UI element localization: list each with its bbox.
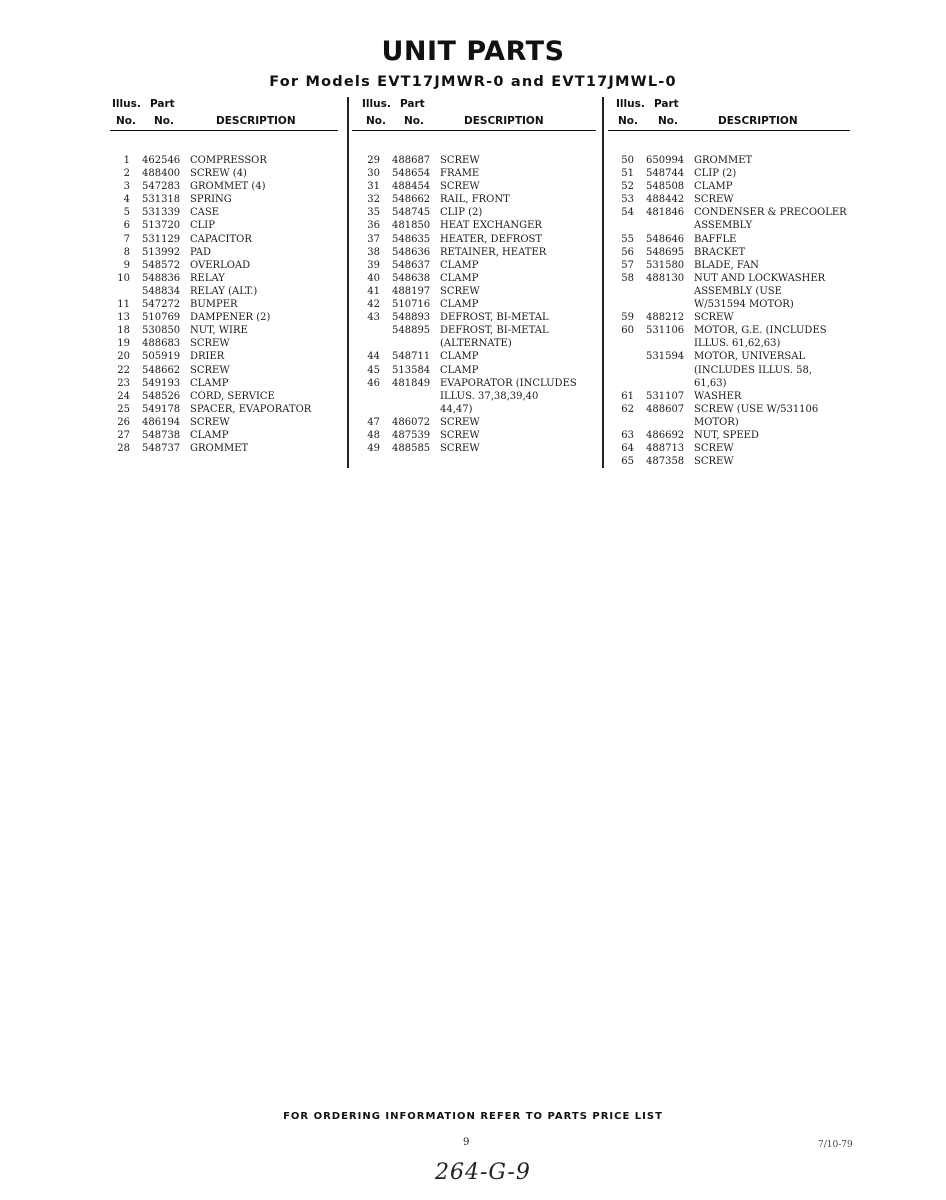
illus-number: 55	[621, 233, 634, 245]
part-description: BRACKET	[694, 246, 746, 258]
part-description: SCREW	[694, 194, 734, 206]
illus-number: 6	[123, 220, 130, 232]
part-description: RAIL, FRONT	[440, 194, 510, 206]
part-number: 548646	[646, 233, 685, 245]
illus-number: 53	[621, 194, 634, 206]
illus-number: 64	[621, 443, 634, 455]
part-description: SCREW	[694, 456, 734, 468]
part-number: 510716	[392, 299, 431, 311]
header-rule	[110, 130, 338, 131]
illus-number: 42	[367, 299, 380, 311]
part-number: 488130	[646, 272, 685, 284]
illus-number: 45	[367, 364, 380, 376]
part-description: DAMPENER (2)	[190, 312, 271, 324]
ordering-footer: FOR ORDERING INFORMATION REFER TO PARTS PRICE LIST	[283, 1111, 663, 1122]
illus-number: 11	[117, 299, 130, 311]
part-number: 486194	[142, 416, 181, 428]
illus-number: 40	[367, 272, 380, 284]
illus-number: 43	[367, 312, 380, 324]
part-number: 548737	[142, 443, 181, 455]
header-description: DESCRIPTION	[216, 115, 296, 127]
part-number: 481850	[392, 220, 431, 232]
illus-number: 29	[367, 155, 380, 166]
part-description: MOTOR)	[694, 416, 739, 428]
illus-number: 41	[367, 285, 380, 297]
illus-number: 47	[367, 416, 380, 428]
part-description: NUT, WIRE	[190, 325, 248, 337]
part-number: 548526	[142, 390, 181, 402]
part-number: 548572	[142, 259, 181, 271]
illus-number: 4	[123, 194, 130, 206]
header-description: DESCRIPTION	[464, 115, 544, 127]
part-description: RELAY (ALT.)	[190, 285, 258, 297]
part-number: 488683	[142, 338, 181, 350]
illus-number: 58	[621, 272, 634, 284]
illus-number: 26	[117, 416, 130, 428]
illus-number: 57	[621, 259, 634, 271]
part-description: CLIP (2)	[440, 207, 483, 219]
part-number: 462546	[142, 155, 181, 166]
header-description: DESCRIPTION	[718, 115, 798, 127]
illus-number: 48	[367, 429, 380, 441]
part-description: CLIP	[190, 220, 215, 232]
part-number: 481846	[646, 207, 685, 219]
part-description: WASHER	[694, 390, 742, 402]
part-number: 486072	[392, 416, 431, 428]
part-number: 488454	[392, 181, 431, 193]
part-description: CLAMP	[440, 364, 479, 376]
part-description: CAPACITOR	[190, 233, 252, 245]
page-subtitle: For Models EVT17JMWR-0 and EVT17JMWL-0	[269, 74, 677, 90]
part-number: 549178	[142, 403, 181, 415]
part-description: 44,47)	[440, 403, 473, 415]
header-part: Part	[654, 98, 679, 110]
illus-number: 56	[621, 246, 634, 258]
illus-number: 20	[117, 351, 130, 363]
part-description: MOTOR, UNIVERSAL	[694, 351, 806, 363]
header-no-part: No.	[404, 115, 424, 127]
part-description: SCREW	[440, 181, 480, 193]
part-number: 548662	[392, 194, 431, 206]
part-number: 488585	[392, 443, 431, 455]
illus-number: 49	[367, 443, 380, 455]
document-code: 7/10-79	[818, 1140, 853, 1150]
part-number: 486692	[646, 429, 685, 441]
illus-number: 54	[621, 207, 634, 219]
illus-number: 2	[123, 168, 130, 180]
illus-number: 5	[123, 207, 130, 219]
part-description: SPACER, EVAPORATOR	[190, 403, 312, 415]
illus-number: 18	[117, 325, 130, 337]
part-description: BLADE, FAN	[694, 259, 759, 271]
part-description: ASSEMBLY (USE	[694, 285, 782, 297]
illus-number: 51	[621, 168, 634, 180]
part-description: COMPRESSOR	[190, 155, 267, 166]
part-description: DEFROST, BI-METAL	[440, 325, 549, 337]
part-number: 548654	[392, 168, 431, 180]
illus-number: 44	[367, 351, 380, 363]
illus-number: 7	[123, 233, 130, 245]
header-part: Part	[400, 98, 425, 110]
part-description: SCREW	[694, 443, 734, 455]
part-number: 488713	[646, 443, 685, 455]
part-number: 488442	[646, 194, 685, 206]
illus-number: 28	[117, 443, 130, 455]
part-description: DRIER	[190, 351, 225, 363]
part-number: 488687	[392, 155, 431, 166]
part-number: 548638	[392, 272, 431, 284]
part-description: SCREW	[190, 364, 230, 376]
illus-number: 52	[621, 181, 634, 193]
part-description: ILLUS. 61,62,63)	[694, 338, 781, 350]
part-number: 531580	[646, 259, 685, 271]
part-description: CLAMP	[440, 351, 479, 363]
part-number: 531106	[646, 325, 685, 337]
part-description: ILLUS. 37,38,39,40	[440, 390, 539, 402]
header-rule	[352, 130, 596, 131]
part-description: SCREW	[190, 416, 230, 428]
illus-number: 37	[367, 233, 380, 245]
illus-number: 9	[123, 259, 130, 271]
header-illus: Illus.	[362, 98, 391, 110]
illus-number: 23	[117, 377, 130, 389]
part-description: SPRING	[190, 194, 232, 206]
part-number: 548695	[646, 246, 685, 258]
part-description: SCREW	[694, 312, 734, 324]
illus-number: 59	[621, 312, 634, 324]
illus-number: 8	[123, 246, 130, 258]
part-description: SCREW (USE W/531106	[694, 403, 819, 415]
illus-number: 31	[367, 181, 380, 193]
part-number: 549193	[142, 377, 181, 389]
part-description: 61,63)	[694, 377, 727, 389]
part-number: 488197	[392, 285, 431, 297]
illus-number: 36	[367, 220, 380, 232]
column-divider	[347, 97, 349, 468]
part-number: 513720	[142, 220, 181, 232]
header-illus: Illus.	[616, 98, 645, 110]
illus-number: 22	[117, 364, 130, 376]
illus-number: 50	[621, 155, 634, 166]
part-number: 548711	[392, 351, 431, 363]
illus-number: 60	[621, 325, 634, 337]
illus-number: 19	[117, 338, 130, 350]
illus-number: 27	[117, 429, 130, 441]
handwritten-note: 264-G-9	[435, 1160, 531, 1185]
part-number: 488400	[142, 168, 181, 180]
part-description: HEATER, DEFROST	[440, 233, 543, 245]
part-description: W/531594 MOTOR)	[694, 299, 794, 311]
part-description: EVAPORATOR (INCLUDES	[440, 377, 577, 389]
illus-number: 13	[117, 312, 130, 324]
part-description: CLAMP	[440, 272, 479, 284]
part-number: 547283	[142, 181, 181, 193]
part-description: GROMMET	[190, 443, 249, 455]
part-number: 481849	[392, 377, 431, 389]
part-number: 531318	[142, 194, 181, 206]
part-description: (INCLUDES ILLUS. 58,	[694, 364, 812, 376]
part-description: SCREW	[440, 416, 480, 428]
part-description: CASE	[190, 207, 220, 219]
part-description: CORD, SERVICE	[190, 390, 275, 402]
part-number: 548637	[392, 259, 431, 271]
column-divider	[602, 97, 604, 468]
part-number: 650994	[646, 155, 685, 166]
part-description: FRAME	[440, 168, 480, 180]
part-description: RETAINER, HEATER	[440, 246, 547, 258]
header-no-illus: No.	[116, 115, 136, 127]
illus-number: 32	[367, 194, 380, 206]
page-title: UNIT PARTS	[381, 36, 565, 67]
part-number: 487358	[646, 456, 685, 468]
part-description: OVERLOAD	[190, 259, 251, 271]
part-description: CLAMP	[440, 259, 479, 271]
illus-number: 39	[367, 259, 380, 271]
part-description: GROMMET (4)	[190, 181, 266, 193]
part-number: 531594	[646, 351, 685, 363]
part-number: 548662	[142, 364, 181, 376]
illus-number: 3	[123, 181, 130, 193]
part-number: 548836	[142, 272, 181, 284]
part-description: CLAMP	[440, 299, 479, 311]
part-description: CLAMP	[694, 181, 733, 193]
part-number: 530850	[142, 325, 181, 337]
part-number: 488212	[646, 312, 685, 324]
part-description: MOTOR, G.E. (INCLUDES	[694, 325, 827, 337]
part-description: PAD	[190, 246, 212, 258]
part-description: NUT, SPEED	[694, 429, 759, 441]
part-number: 531129	[142, 233, 181, 245]
part-number: 548744	[646, 168, 685, 180]
part-number: 510769	[142, 312, 181, 324]
part-description: SCREW	[440, 285, 480, 297]
part-number: 505919	[142, 351, 181, 363]
part-number: 547272	[142, 299, 181, 311]
part-number: 548834	[142, 285, 181, 297]
illus-number: 63	[621, 429, 634, 441]
illus-number: 10	[117, 272, 130, 284]
part-number: 488607	[646, 403, 685, 415]
part-description: ASSEMBLY	[694, 220, 753, 232]
part-description: BUMPER	[190, 299, 238, 311]
illus-number: 1	[123, 155, 130, 166]
part-description: CLAMP	[190, 377, 229, 389]
illus-number: 62	[621, 403, 634, 415]
header-no-illus: No.	[366, 115, 386, 127]
part-number: 548745	[392, 207, 431, 219]
part-description: CLIP (2)	[694, 168, 737, 180]
part-number: 513584	[392, 364, 431, 376]
part-number: 548738	[142, 429, 181, 441]
illus-number: 38	[367, 246, 380, 258]
part-description: BAFFLE	[694, 233, 737, 245]
illus-number: 30	[367, 168, 380, 180]
part-number: 487539	[392, 429, 431, 441]
page-number: 9	[463, 1137, 470, 1148]
header-illus: Illus.	[112, 98, 141, 110]
illus-number: 65	[621, 456, 634, 468]
illus-number: 46	[367, 377, 380, 389]
header-no-illus: No.	[618, 115, 638, 127]
part-description: SCREW	[440, 155, 480, 166]
illus-number: 61	[621, 390, 634, 402]
part-description: SCREW	[190, 338, 230, 350]
part-number: 548893	[392, 312, 431, 324]
part-description: GROMMET	[694, 155, 753, 166]
part-number: 548636	[392, 246, 431, 258]
part-description: NUT AND LOCKWASHER	[694, 272, 826, 284]
illus-number: 24	[117, 390, 130, 402]
part-number: 548635	[392, 233, 431, 245]
part-description: SCREW	[440, 429, 480, 441]
part-number: 548508	[646, 181, 685, 193]
part-description: SCREW (4)	[190, 168, 247, 180]
header-no-part: No.	[154, 115, 174, 127]
part-description: (ALTERNATE)	[440, 338, 512, 350]
part-description: RELAY	[190, 272, 225, 284]
part-number: 513992	[142, 246, 181, 258]
part-description: DEFROST, BI-METAL	[440, 312, 549, 324]
part-number: 548895	[392, 325, 431, 337]
part-description: CONDENSER & PRECOOLER	[694, 207, 847, 219]
part-number: 531339	[142, 207, 181, 219]
part-description: HEAT EXCHANGER	[440, 220, 542, 232]
header-rule	[608, 130, 850, 131]
part-description: SCREW	[440, 443, 480, 455]
illus-number: 35	[367, 207, 380, 219]
header-part: Part	[150, 98, 175, 110]
part-description: CLAMP	[190, 429, 229, 441]
part-number: 531107	[646, 390, 685, 402]
illus-number: 25	[117, 403, 130, 415]
header-no-part: No.	[658, 115, 678, 127]
